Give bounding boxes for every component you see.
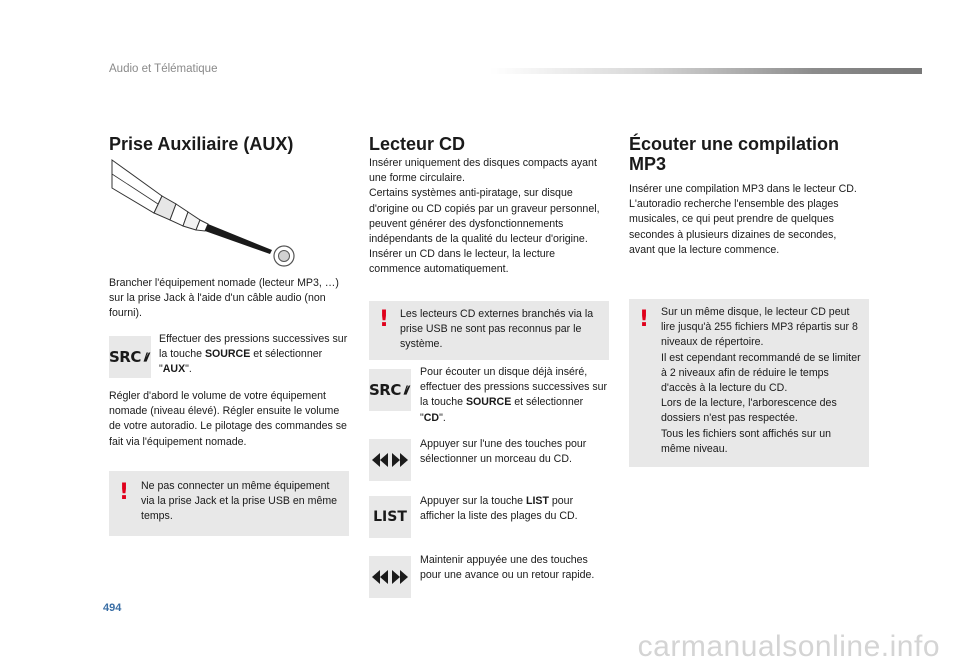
aux-step-text: Effectuer des pressions successives sur la touche SOURCE et sélectionner "AUX". — [159, 333, 348, 376]
jack-plug-illustration — [104, 158, 304, 270]
aux-heading: Prise Auxiliaire (AUX) — [109, 134, 294, 154]
cd-step-track-text: Appuyer sur l'une des touches pour sélectionner un morceau du CD. — [420, 438, 587, 466]
mp3-warning-text: Sur un même disque, le lecteur CD peut lire jusqu'à 255 fichiers MP3 répartis sur 8 niveaux de répertoire. Il est cependant recommandé de se limiter à 2 niveaux afin de réduire le temps d'accès à la lecture du CD. Lors de la lecture, l'arborescence des dossiers n'est pas respectée. Tous les fichiers sont affichés sur un même niveau. — [661, 306, 861, 455]
src-button-icon — [369, 369, 411, 411]
cd-warning-box — [369, 301, 609, 360]
cd-warning-text: Les lecteurs CD externes branchés via la prise USB ne sont pas reconnus par le système. — [400, 308, 594, 351]
aux-warning-box — [109, 471, 349, 536]
cd-step-list-text: Appuyer sur la touche LIST pour afficher la liste des plages du CD. — [420, 495, 578, 523]
phone-handset-icon — [402, 382, 411, 398]
track-skip-buttons-icon — [369, 439, 411, 481]
list-label: LIST — [373, 509, 407, 525]
header-gradient-bar — [490, 68, 922, 74]
src-label: SRC — [109, 348, 141, 366]
aux-intro-text: Brancher l'équipement nomade (lecteur MP3, …) sur la prise Jack à l'aide d'un câble audio (non fourni). — [109, 277, 339, 320]
aux-warning-text: Ne pas connecter un même équipement via la prise Jack et la prise USB en même temps. — [141, 480, 338, 523]
phone-handset-icon — [142, 349, 151, 365]
list-button-icon — [369, 496, 411, 538]
fast-forward-rewind-icon — [369, 556, 411, 598]
cd-step-fast-text: Maintenir appuyée une des touches pour une avance ou un retour rapide. — [420, 554, 595, 582]
aux-volume-text: Régler d'abord le volume de votre équipement nomade (niveau élevé). Régler ensuite le volume de votre autoradio. Le pilotage des commandes se fait via l'équipement nomade. — [109, 390, 347, 448]
mp3-heading: Écouter une compilation MP3 — [629, 134, 840, 174]
page-number: 494 — [103, 602, 122, 614]
watermark: carmanualsonline.info — [637, 630, 940, 663]
warning-icon: ! — [639, 307, 650, 332]
warning-icon: ! — [379, 307, 390, 332]
mp3-warning-box — [629, 299, 869, 467]
mp3-intro-text: Insérer une compilation MP3 dans le lecteur CD. L'autoradio recherche l'ensemble des plages musicales, ce qui peut prendre de quelques secondes à plusieurs dizaines de secondes, avant que la lecture commence. — [629, 183, 857, 256]
section-title: Audio et Télématique — [109, 63, 218, 75]
cd-intro-text: Insérer uniquement des disques compacts ayant une forme circulaire. Certains systèmes anti-piratage, sur disque d'origine ou CD copiés par un graveur personnel, peuvent générer des dysfonctionnements indépendants de la qualité du lecteur d'origine. Insérer un CD dans le lecteur, la lecture commence automatiquement. — [369, 157, 600, 276]
cd-step-source-text: Pour écouter un disque déjà inséré, effectuer des pressions successives sur la touche SOURCE et sélectionner "CD". — [420, 366, 608, 424]
warning-icon: ! — [119, 480, 130, 505]
src-label: SRC — [369, 381, 401, 399]
prev-next-icon — [372, 453, 408, 467]
cd-heading: Lecteur CD — [369, 134, 466, 154]
src-button-icon — [109, 336, 151, 378]
prev-next-icon — [372, 570, 408, 584]
